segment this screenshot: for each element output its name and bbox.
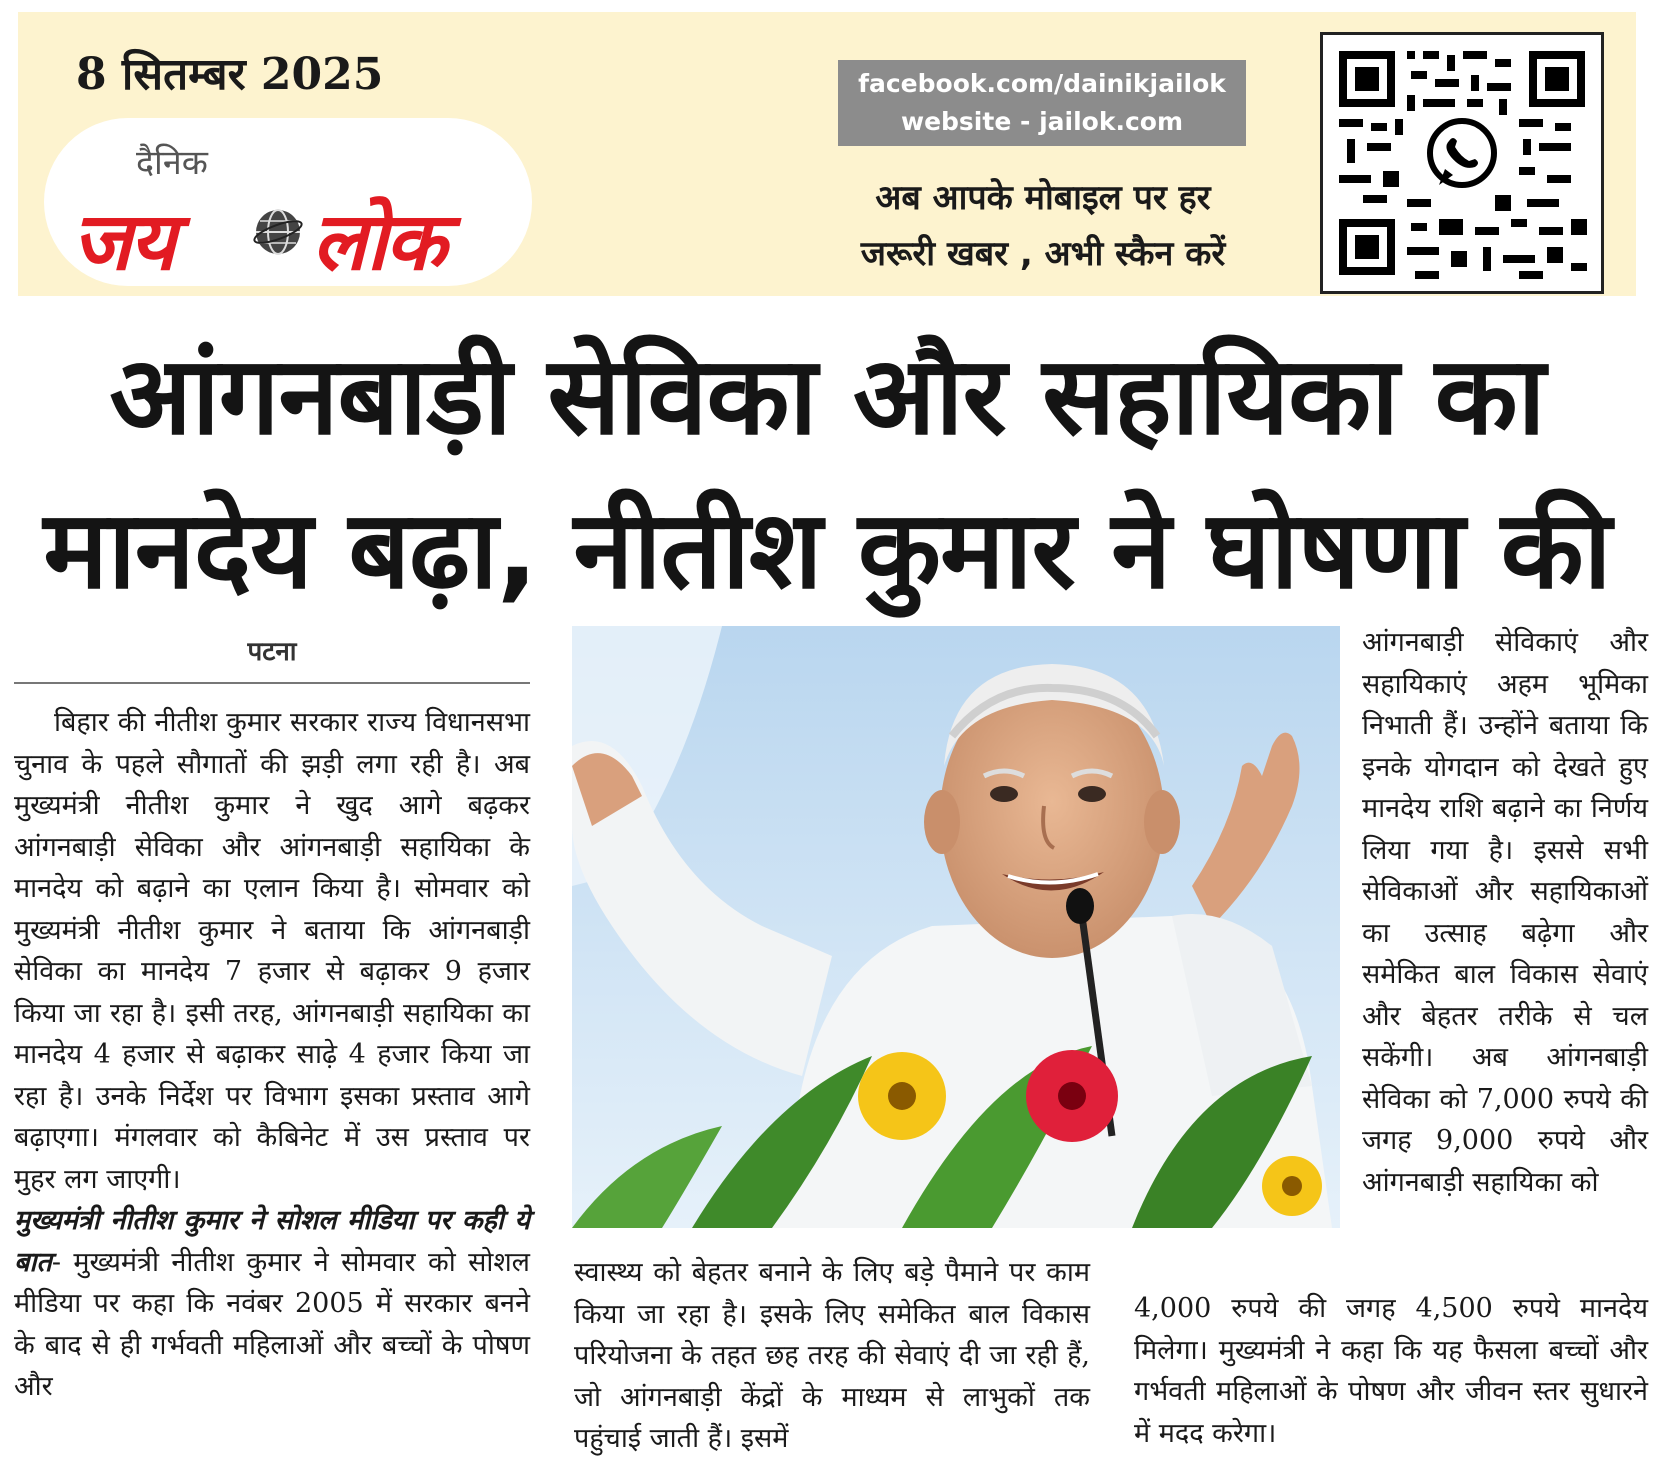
article-column-right-bottom [1134, 1288, 1648, 1454]
flower-red [1026, 1050, 1118, 1142]
flower-yellow-small [1262, 1156, 1322, 1216]
newspaper-logo [44, 118, 532, 286]
logo-word-jai: जय [72, 195, 174, 288]
paragraph: आंगनबाड़ी सेविकाएं और सहायिकाएं अहम भूमिका निभाती हैं। उन्होंने बताया कि इनके योगदान को देखते हुए मानदेय राशि बढ़ाने का निर्णय लिया गया है। इससे सभी सेविकाओं और सहायिकाओं का उत्साह बढ़ेगा और समेकित बाल विकास सेवाएं और बेहतर तरीके से चल सकेंगी। अब आंगनबाड़ी सेविका को 7,000 रुपये की जगह 9,000 रुपये और आंगनबाड़ी सहायिका को [1362, 627, 1648, 1198]
globe-icon [252, 206, 304, 258]
paragraph: 4,000 रुपये की जगह 4,500 रुपये मानदेय मिलेगा। मुख्यमंत्री ने कहा कि यह फैसला बच्चों और गर्भवती महिलाओं के पोषण और जीवन स्तर सुधारने में मदद करेगा। [1134, 1293, 1648, 1449]
logo-word-lok: लोक [312, 195, 445, 288]
promo-line-2: जरूरी खबर , अभी स्कैन करें [860, 234, 1226, 274]
masthead [18, 12, 1636, 296]
social-links-box [838, 60, 1246, 146]
headline-line-2: मानदेय बढ़ा, नीतीश कुमार ने घोषणा की [43, 488, 1611, 613]
website-link[interactable]: website - jailok.com [900, 107, 1183, 136]
logo-dainik: दैनिक [136, 143, 208, 183]
facebook-link[interactable]: facebook.com/dainikjailok [858, 69, 1226, 98]
headline-line-1: आंगनबाड़ी सेविका और सहायिका का [109, 334, 1545, 459]
subheading: मुख्यमंत्री नीतीश कुमार ने सोशल मीडिया पर कही ये बात [14, 1205, 530, 1278]
qr-code-icon [1323, 35, 1601, 291]
paragraph: बिहार की नीतीश कुमार सरकार राज्य विधानसभा चुनाव के पहले सौगातों की झड़ी लगा रही है। अब मुख्यमंत्री नीतीश कुमार ने खुद आगे बढ़कर आंगनबाड़ी सेविका और आंगनबाड़ी सहायिका के मानदेय को बढ़ाने का एलान किया है। सोमवार को मुख्यमंत्री नीतीश कुमार ने बताया कि आंगनबाड़ी सेविका का मानदेय 7 हजार से बढ़ाकर 9 हजार किया जा रहा है। इसी तरह, आंगनबाड़ी सहायिका का मानदेय 4 हजार से बढ़ाकर साढ़े 4 हजार किया जा रहा है। उनके निर्देश पर विभाग इसका प्रस्ताव आगे बढ़ाएगा। मंगलवार को कैबिनेट में उस प्रस्ताव पर मुहर लग जाएगी। [14, 707, 530, 1195]
article-column-middle [574, 1252, 1090, 1460]
dateline-rule [14, 682, 530, 684]
flower-yellow [858, 1052, 946, 1140]
paragraph: स्वास्थ्य को बेहतर बनाने के लिए बड़े पैमाने पर काम किया जा रहा है। इसके लिए समेकित बाल विकास परियोजना के तहत छह तरह की सेवाएं दी जा रही हैं, जो आंगनबाड़ी केंद्रों के माध्यम से लाभुकों तक पहुंचाई जाती हैं। इसमें [574, 1257, 1090, 1454]
whatsapp-qr-code[interactable] [1320, 32, 1604, 294]
issue-date: 8 सितम्बर 2025 [76, 49, 384, 100]
article-photo [572, 626, 1340, 1228]
article-column-left [14, 702, 530, 1408]
dateline: पटना [247, 637, 297, 667]
paragraph-text: - मुख्यमंत्री नीतीश कुमार ने सोमवार को सोशल मीडिया पर कहा कि नवंबर 2005 में सरकार बनने के बाद से ही गर्भवती महिलाओं और बच्चों के पोषण और [14, 1246, 530, 1402]
scan-promo [808, 170, 1278, 282]
promo-line-1: अब आपके मोबाइल पर हर [875, 178, 1211, 218]
photo-illustration [572, 626, 1340, 1228]
paragraph [14, 1200, 530, 1408]
article-column-right [1362, 622, 1648, 1203]
